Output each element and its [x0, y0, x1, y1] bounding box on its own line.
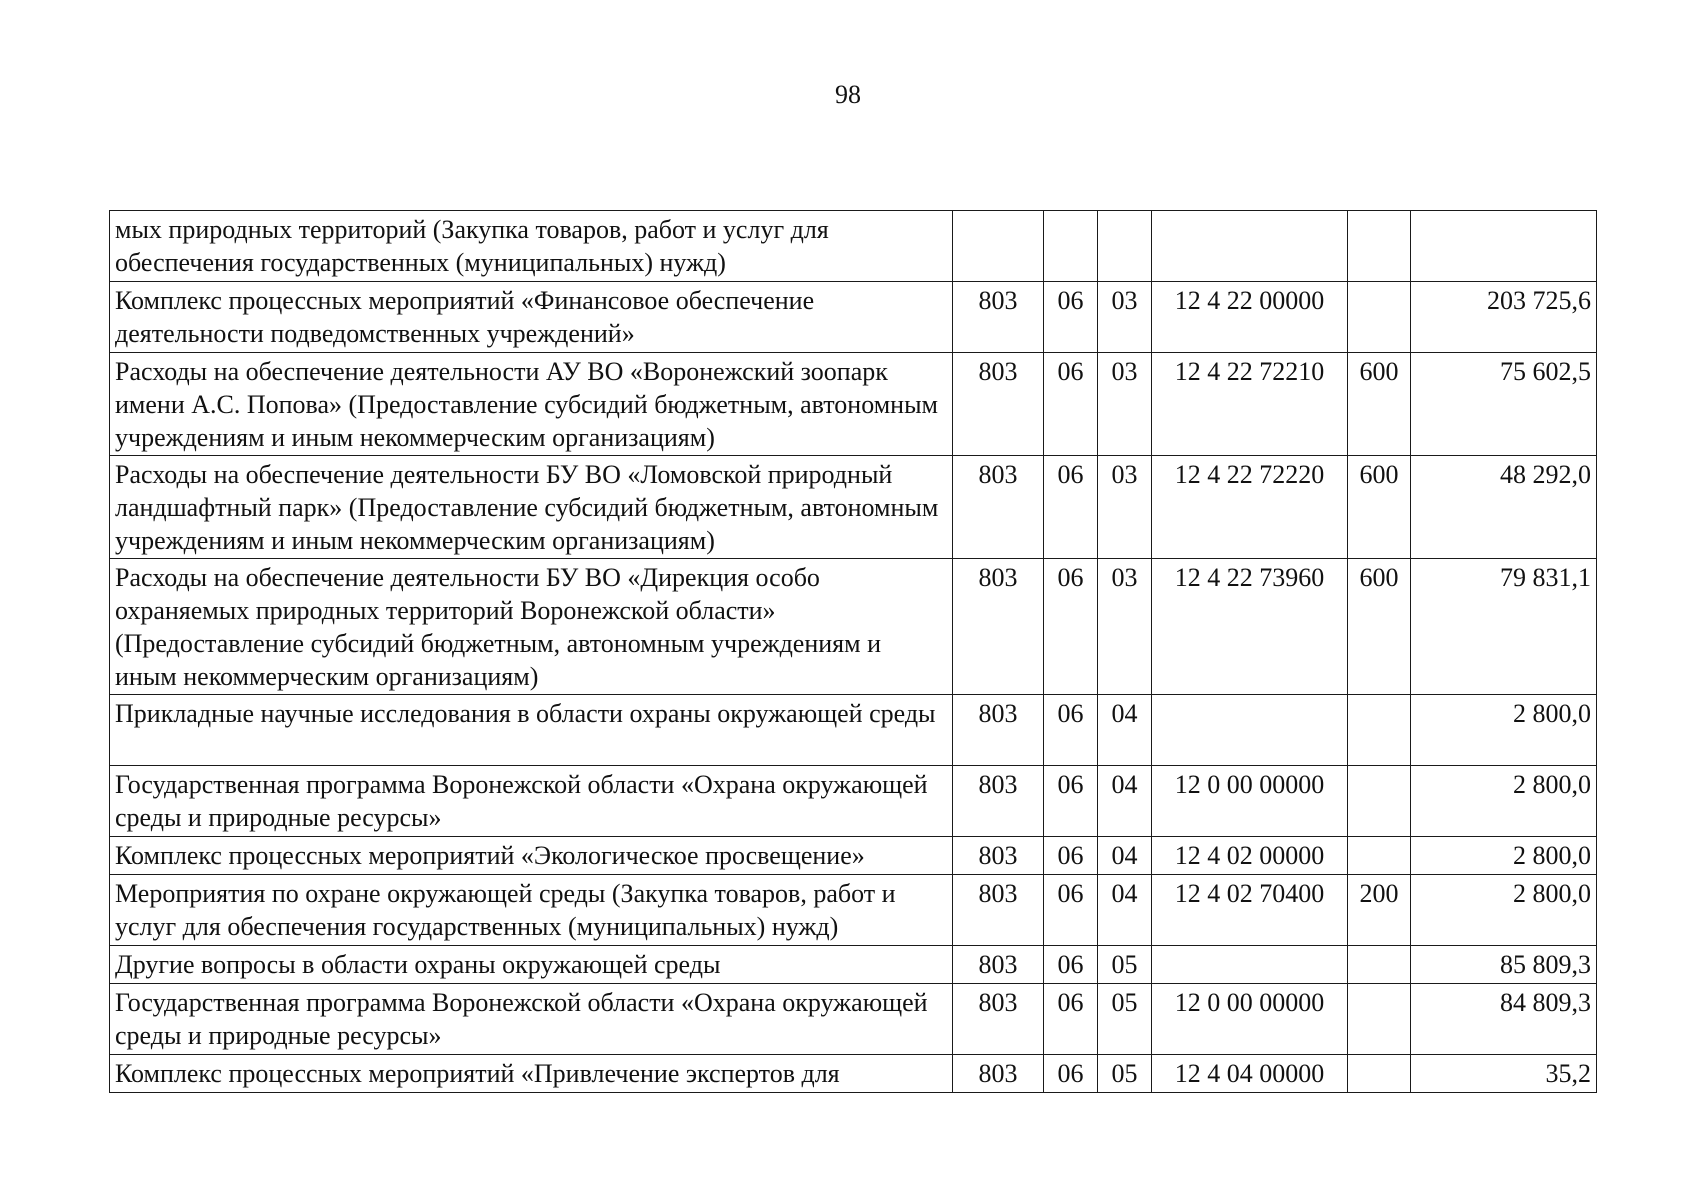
table-row	[110, 984, 1597, 1055]
table-row	[110, 837, 1597, 875]
pr-cell: 04	[1098, 695, 1152, 766]
gr-cell: 803	[953, 559, 1044, 695]
table-row	[110, 766, 1597, 837]
row-name-cell: Государственная программа Воронежской области «Охрана окружающей среды и природные ресурсы»	[110, 766, 953, 837]
row-name-cell: Государственная программа Воронежской области «Охрана окружающей среды и природные ресурсы»	[110, 984, 953, 1055]
vr-cell	[1348, 282, 1411, 353]
amount-cell: 85 809,3	[1411, 946, 1597, 984]
vr-cell	[1348, 211, 1411, 282]
cs-cell	[1152, 946, 1348, 984]
pr-cell: 05	[1098, 984, 1152, 1055]
pr-cell: 04	[1098, 766, 1152, 837]
vr-cell	[1348, 695, 1411, 766]
row-name-cell: Расходы на обеспечение деятельности БУ ВО «Ломовской природный ландшафтный парк» (Предоставление субсидий бюджетным, автономным учреждениям и иным некоммерческим организациям)	[110, 456, 953, 559]
gr-cell: 803	[953, 456, 1044, 559]
rz-cell: 06	[1044, 695, 1098, 766]
vr-cell: 200	[1348, 875, 1411, 946]
rz-cell: 06	[1044, 946, 1098, 984]
amount-cell	[1411, 211, 1597, 282]
gr-cell: 803	[953, 353, 1044, 456]
pr-cell: 05	[1098, 1055, 1152, 1093]
cs-cell: 12 0 00 00000	[1152, 984, 1348, 1055]
rz-cell: 06	[1044, 559, 1098, 695]
pr-cell: 03	[1098, 456, 1152, 559]
gr-cell: 803	[953, 837, 1044, 875]
vr-cell	[1348, 837, 1411, 875]
rz-cell: 06	[1044, 456, 1098, 559]
rz-cell: 06	[1044, 1055, 1098, 1093]
vr-cell: 600	[1348, 559, 1411, 695]
row-name-cell: мых природных территорий (Закупка товаров, работ и услуг для обеспечения государственных (муниципальных) нужд)	[110, 211, 953, 282]
table-row	[110, 695, 1597, 766]
amount-cell: 35,2	[1411, 1055, 1597, 1093]
cs-cell: 12 4 02 00000	[1152, 837, 1348, 875]
rz-cell	[1044, 211, 1098, 282]
row-name-cell: Расходы на обеспечение деятельности АУ ВО «Воронежский зоопарк имени А.С. Попова» (Предоставление субсидий бюджетным, автономным учреждениям и иным некоммерческим организациям)	[110, 353, 953, 456]
amount-cell: 2 800,0	[1411, 837, 1597, 875]
table-row	[110, 559, 1597, 695]
gr-cell	[953, 211, 1044, 282]
cs-cell: 12 4 04 00000	[1152, 1055, 1348, 1093]
pr-cell: 03	[1098, 282, 1152, 353]
gr-cell: 803	[953, 766, 1044, 837]
amount-cell: 2 800,0	[1411, 875, 1597, 946]
row-name-cell: Комплекс процессных мероприятий «Привлечение экспертов для	[110, 1055, 953, 1093]
row-name-cell: Расходы на обеспечение деятельности БУ ВО «Дирекция особо охраняемых природных территорий Воронежской области» (Предоставление субсидий бюджетным, автономным учреждениям и иным некоммерческим организациям)	[110, 559, 953, 695]
pr-cell	[1098, 211, 1152, 282]
rz-cell: 06	[1044, 282, 1098, 353]
amount-cell: 79 831,1	[1411, 559, 1597, 695]
vr-cell	[1348, 984, 1411, 1055]
row-name-cell: Мероприятия по охране окружающей среды (Закупка товаров, работ и услуг для обеспечения государственных (муниципальных) нужд)	[110, 875, 953, 946]
table-row	[110, 875, 1597, 946]
vr-cell	[1348, 946, 1411, 984]
amount-cell: 75 602,5	[1411, 353, 1597, 456]
table-row	[110, 946, 1597, 984]
vr-cell	[1348, 1055, 1411, 1093]
gr-cell: 803	[953, 282, 1044, 353]
vr-cell	[1348, 766, 1411, 837]
budget-table	[109, 210, 1597, 1093]
cs-cell: 12 4 22 72210	[1152, 353, 1348, 456]
vr-cell: 600	[1348, 353, 1411, 456]
amount-cell: 203 725,6	[1411, 282, 1597, 353]
cs-cell: 12 4 22 00000	[1152, 282, 1348, 353]
table-row	[110, 353, 1597, 456]
row-name-cell: Прикладные научные исследования в области охраны окружающей среды	[110, 695, 953, 766]
rz-cell: 06	[1044, 984, 1098, 1055]
table-row	[110, 211, 1597, 282]
rz-cell: 06	[1044, 353, 1098, 456]
cs-cell	[1152, 211, 1348, 282]
amount-cell: 2 800,0	[1411, 766, 1597, 837]
row-name-cell: Другие вопросы в области охраны окружающей среды	[110, 946, 953, 984]
cs-cell	[1152, 695, 1348, 766]
amount-cell: 48 292,0	[1411, 456, 1597, 559]
table-row	[110, 456, 1597, 559]
cs-cell: 12 4 22 73960	[1152, 559, 1348, 695]
cs-cell: 12 4 22 72220	[1152, 456, 1348, 559]
gr-cell: 803	[953, 984, 1044, 1055]
pr-cell: 03	[1098, 353, 1152, 456]
gr-cell: 803	[953, 875, 1044, 946]
vr-cell: 600	[1348, 456, 1411, 559]
amount-cell: 84 809,3	[1411, 984, 1597, 1055]
page-number: 98	[835, 80, 861, 109]
gr-cell: 803	[953, 695, 1044, 766]
pr-cell: 03	[1098, 559, 1152, 695]
table-row	[110, 282, 1597, 353]
amount-cell: 2 800,0	[1411, 695, 1597, 766]
gr-cell: 803	[953, 946, 1044, 984]
rz-cell: 06	[1044, 766, 1098, 837]
cs-cell: 12 0 00 00000	[1152, 766, 1348, 837]
row-name-cell: Комплекс процессных мероприятий «Экологическое просвещение»	[110, 837, 953, 875]
pr-cell: 05	[1098, 946, 1152, 984]
pr-cell: 04	[1098, 837, 1152, 875]
pr-cell: 04	[1098, 875, 1152, 946]
gr-cell: 803	[953, 1055, 1044, 1093]
rz-cell: 06	[1044, 837, 1098, 875]
cs-cell: 12 4 02 70400	[1152, 875, 1348, 946]
rz-cell: 06	[1044, 875, 1098, 946]
table-row	[110, 1055, 1597, 1093]
row-name-cell: Комплекс процессных мероприятий «Финансовое обеспечение деятельности подведомственных учреждений»	[110, 282, 953, 353]
